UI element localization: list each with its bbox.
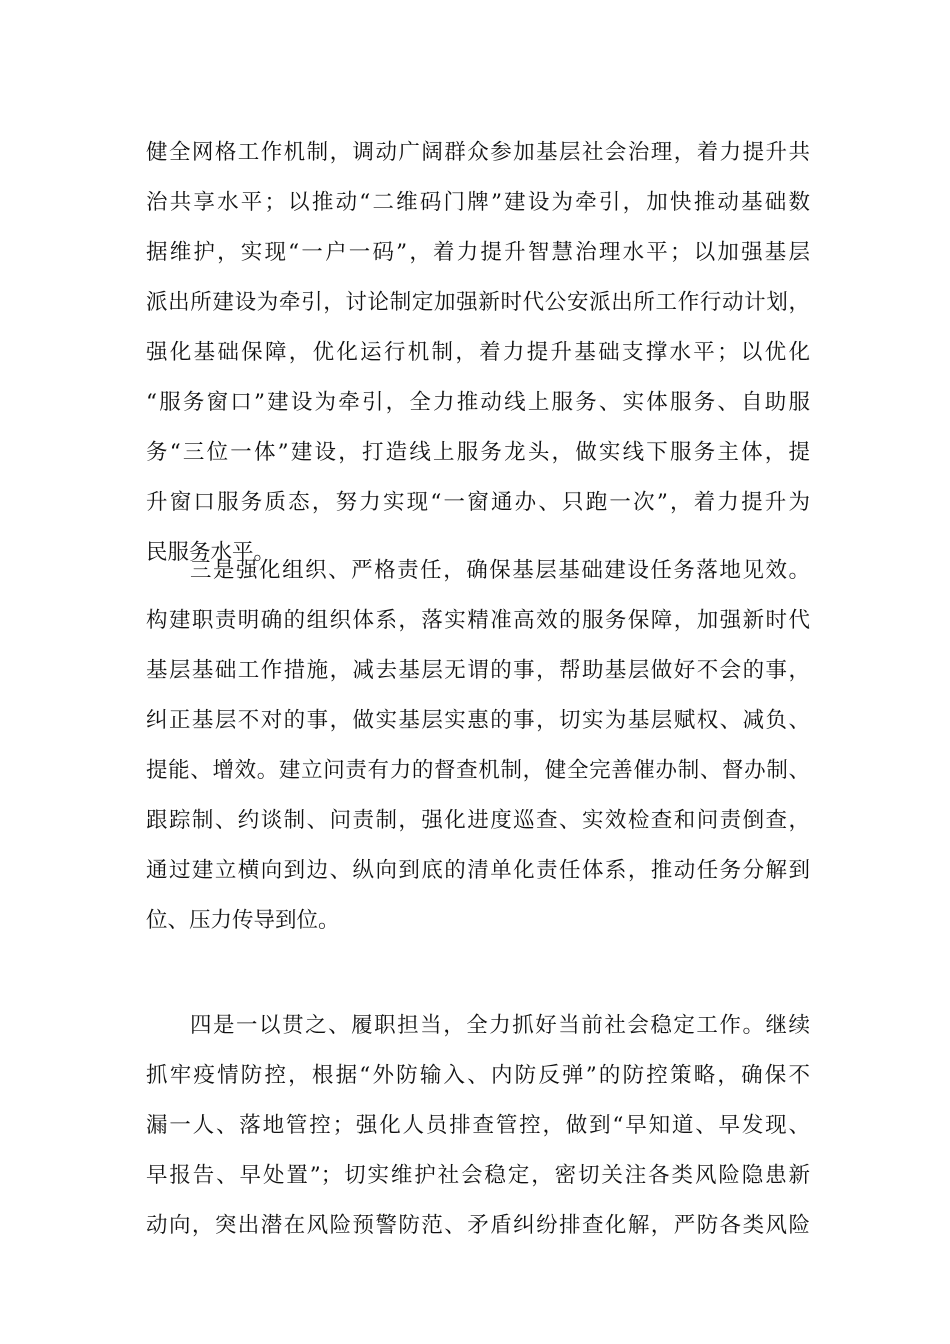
paragraph-line: 四是一以贯之、履职担当，全力抓好当前社会稳定工作。继续 bbox=[190, 1013, 810, 1038]
paragraph-line: 漏一人、落地管控；强化人员排查管控，做到“早知道、早发现、 bbox=[146, 1113, 810, 1138]
paragraph-line: 位、压力传导到位。 bbox=[146, 908, 340, 933]
paragraph-line: 抓牢疫情防控，根据“外防输入、内防反弹”的防控策略，确保不 bbox=[146, 1063, 810, 1088]
paragraph-line: 务“三位一体”建设，打造线上服务龙头，做实线下服务主体，提 bbox=[146, 440, 810, 465]
paragraph-line: 通过建立横向到边、纵向到底的清单化责任体系，推动任务分解到 bbox=[146, 858, 810, 883]
paragraph-line: 治共享水平；以推动“二维码门牌”建设为牵引，加快推动基础数 bbox=[146, 190, 810, 215]
paragraph-line: 早报告、早处置”；切实维护社会稳定，密切关注各类风险隐患新 bbox=[146, 1163, 810, 1188]
paragraph-line: 纠正基层不对的事，做实基层实惠的事，切实为基层赋权、减负、 bbox=[146, 708, 810, 733]
paragraph-line: 构建职责明确的组织体系，落实精准高效的服务保障，加强新时代 bbox=[146, 608, 810, 633]
paragraph-line: 跟踪制、约谈制、问责制，强化进度巡查、实效检查和问责倒查， bbox=[146, 808, 810, 833]
paragraph-line: 强化基础保障，优化运行机制，着力提升基础支撑水平；以优化 bbox=[146, 340, 810, 365]
paragraph-line: 健全网格工作机制，调动广阔群众参加基层社会治理，着力提升共 bbox=[146, 140, 810, 165]
paragraph-line: “服务窗口”建设为牵引，全力推动线上服务、实体服务、自助服 bbox=[146, 390, 810, 415]
paragraph-line: 据维护，实现“一户一码”，着力提升智慧治理水平；以加强基层 bbox=[146, 240, 810, 265]
paragraph-line: 三是强化组织、严格责任，确保基层基础建设任务落地见效。 bbox=[190, 558, 810, 583]
paragraph-line: 提能、增效。建立问责有力的督查机制，健全完善催办制、督办制、 bbox=[146, 758, 810, 783]
paragraph-line: 升窗口服务质态，努力实现“一窗通办、只跑一次”，着力提升为 bbox=[146, 490, 810, 515]
paragraph-line: 民服务水平。 bbox=[146, 540, 276, 565]
paragraph-line: 派出所建设为牵引，讨论制定加强新时代公安派出所工作行动计划， bbox=[146, 290, 810, 315]
paragraph-line: 基层基础工作措施，减去基层无谓的事，帮助基层做好不会的事， bbox=[146, 658, 810, 683]
paragraph-line: 动向，突出潜在风险预警防范、矛盾纠纷排查化解，严防各类风险 bbox=[146, 1213, 810, 1238]
